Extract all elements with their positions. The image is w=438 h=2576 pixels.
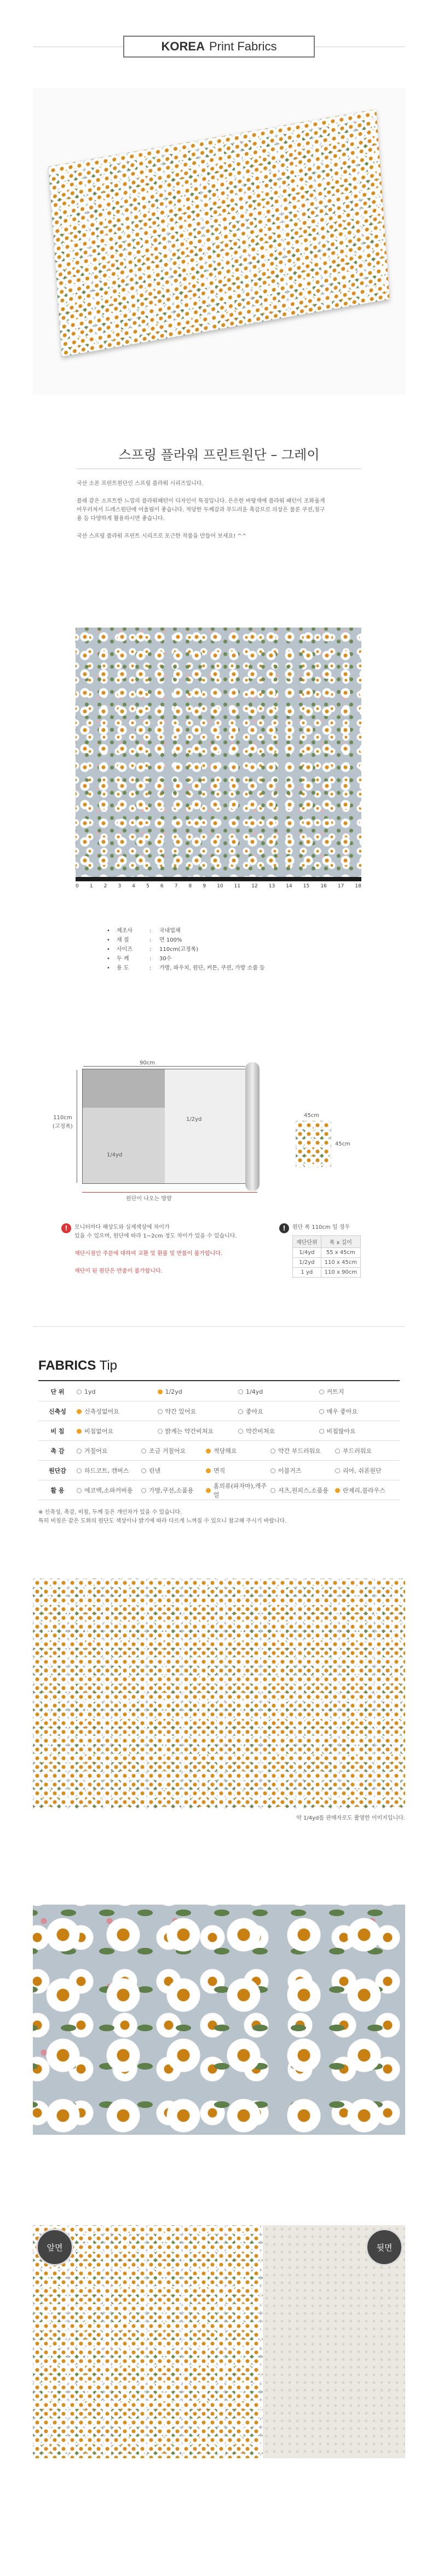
swatch-image: [76, 628, 361, 877]
spec-separator: :: [149, 947, 152, 953]
notice-line: 있을 수 있으며, 원단에 따라 1~2cm 정도 차이가 있을 수 있습니다.: [74, 1233, 237, 1239]
tip-row: [38, 1461, 400, 1480]
radio-empty-icon: [335, 1468, 340, 1473]
cut-table-wrap: [292, 1235, 361, 1278]
tip-option-label: 에코백,소파커버용: [84, 1487, 133, 1494]
radio-empty-icon: [270, 1468, 275, 1473]
radio-empty-icon: [319, 1409, 324, 1414]
footnote-line: 특히 비침은 같은 도화의 원단도 색상이나 밝기에 따라 다르게 느껴질 수 있으니 참고해 주시기 바랍니다.: [38, 1518, 287, 1524]
spec-list: [107, 926, 265, 973]
cut-header: 폭 x 길이: [321, 1236, 360, 1248]
tip-option: [319, 1407, 400, 1416]
spec-value: 110cm(고정폭): [159, 947, 199, 953]
tip-option: [319, 1387, 400, 1396]
radio-selected-icon: [206, 1449, 211, 1454]
radio-empty-icon: [77, 1449, 82, 1454]
cut-table: [292, 1235, 361, 1278]
radio-selected-icon: [335, 1488, 340, 1493]
radio-empty-icon: [141, 1488, 146, 1493]
spec-key: 제조사: [117, 928, 132, 934]
tip-option-label: 하드코트, 캔버스: [84, 1467, 129, 1474]
tip-option-label: 커트지: [326, 1388, 344, 1395]
tip-option-label: 조금 거칠어요: [149, 1447, 186, 1455]
tip-option: [77, 1407, 158, 1416]
spec-separator: :: [149, 937, 152, 943]
spec-separator: :: [149, 928, 152, 934]
tip-option-label: 1yd: [84, 1388, 96, 1395]
radio-empty-icon: [238, 1389, 243, 1394]
spec-value: 국내업체: [159, 928, 181, 934]
bullet-icon: •: [107, 965, 110, 971]
thumb-height-label: 45cm: [335, 1141, 350, 1147]
tip-option: [270, 1486, 335, 1495]
spec-row: [107, 945, 265, 954]
spec-separator: :: [149, 956, 152, 962]
tip-option: [77, 1388, 158, 1395]
tip-option: [141, 1466, 206, 1475]
tip-option: [206, 1446, 270, 1455]
width-arrow: [83, 1066, 245, 1067]
tips-footnote: [38, 1508, 400, 1526]
tip-option-label: 밝계는 약간비쳐요: [165, 1428, 214, 1435]
tip-row: [38, 1441, 400, 1461]
radio-selected-icon: [206, 1468, 211, 1473]
tip-option: [335, 1466, 400, 1475]
spec-separator: :: [149, 965, 152, 971]
radio-empty-icon: [158, 1409, 163, 1414]
tip-label: 촉 감: [50, 1447, 65, 1455]
tip-option: [158, 1407, 239, 1416]
ruler-number: 1: [89, 884, 93, 889]
notice-line: 모니터마다 해상도와 실제색상에 차이가: [74, 1224, 170, 1230]
notice-left: [74, 1223, 239, 1276]
tip-label: 비 침: [50, 1428, 65, 1435]
desc-line: 어우러져서 드레스원단에 어울림이 좋습니다. 적당한 두께감과 부드러운 촉감으로 의상은 물론 쿠션,침구: [77, 507, 325, 513]
ruler-number: 11: [234, 884, 241, 889]
tip-option: [335, 1486, 400, 1495]
tip-row: [38, 1402, 400, 1421]
tip-option: [77, 1446, 141, 1455]
fabric-photo-full: [33, 1578, 405, 1809]
tip-option: [77, 1466, 141, 1475]
radio-empty-icon: [319, 1429, 324, 1434]
spec-value: 면 100%: [159, 937, 182, 943]
swatch-thumbnail: [296, 1121, 331, 1167]
tip-option-label: 좋아요: [246, 1408, 263, 1415]
radio-selected-icon: [77, 1429, 82, 1434]
tip-option-label: 적당해요: [214, 1447, 237, 1455]
section-divider: [33, 1326, 405, 1327]
spec-key: 용 도: [117, 965, 129, 971]
ruler-number: 5: [146, 884, 149, 889]
notice-line: [74, 1258, 239, 1267]
brand-header: [123, 36, 315, 58]
ruler-numbers: [76, 884, 361, 889]
tip-option-label: 약간 있어요: [165, 1408, 197, 1415]
tip-option-label: 신축성없어요: [84, 1408, 119, 1415]
tip-option: [270, 1446, 335, 1455]
radio-selected-icon: [206, 1488, 211, 1493]
bullet-icon: •: [107, 956, 110, 962]
tip-label: 활 용: [50, 1487, 65, 1494]
radio-selected-icon: [158, 1389, 163, 1394]
tip-option-label: 란제리,블라우스: [343, 1487, 385, 1494]
tip-option: [206, 1481, 270, 1499]
ruler-number: 9: [203, 884, 206, 889]
tip-label: 원단감: [49, 1467, 66, 1474]
ruler-number: 15: [303, 884, 310, 889]
spec-row: [107, 954, 265, 964]
height-sub: (고정폭): [53, 1124, 73, 1130]
tip-option: [206, 1466, 270, 1475]
cut-cell: 1 yd: [293, 1268, 321, 1278]
ruler-number: 6: [160, 884, 164, 889]
ruler-number: 7: [174, 884, 178, 889]
desc-line: 용 등 다양하게 활용하시면 좋습니다.: [77, 516, 165, 522]
hero-fabric-image: [49, 109, 390, 356]
fabric-roll: [245, 1062, 260, 1191]
radio-empty-icon: [141, 1468, 146, 1473]
back-badge: 뒷면: [366, 2229, 403, 2266]
ruler-number: 14: [286, 884, 292, 889]
radio-empty-icon: [77, 1488, 82, 1493]
tip-option-label: 셔츠,원피스,소품용: [278, 1487, 329, 1494]
tip-option-label: 거칠어요: [84, 1447, 108, 1455]
fabric-photo-closeup: [33, 1905, 405, 2135]
radio-empty-icon: [238, 1429, 243, 1434]
ruler-number: 8: [188, 884, 192, 889]
cut-cell: 55 x 45cm: [321, 1248, 360, 1258]
radio-empty-icon: [141, 1449, 146, 1454]
brand-label: Print Fabrics: [209, 39, 277, 53]
tip-option-label: 약간비쳐요: [246, 1428, 275, 1435]
desc-line: [77, 488, 361, 497]
spec-row: [107, 936, 265, 945]
tip-option-label: 약간 부드러워요: [278, 1447, 321, 1455]
spec-value: 30수: [159, 956, 172, 962]
radio-empty-icon: [77, 1389, 82, 1394]
tip-row: [38, 1382, 400, 1401]
desc-line: 국산 스프링 플라워 프린트 시리즈로 포근한 작품을 만들어 보세요! ^^: [77, 533, 247, 539]
ruler-number: 0: [76, 884, 79, 889]
desc-line: 국산 소폰 프린트원단인 스프링 플라워 시리즈입니다.: [77, 481, 204, 487]
thumb-width-label: 45cm: [304, 1113, 319, 1119]
ruler-number: 12: [251, 884, 258, 889]
tip-row: [38, 1422, 400, 1441]
diagram-quarter-yard: [83, 1069, 165, 1108]
ruler-number: 16: [320, 884, 327, 889]
tip-option: [319, 1427, 400, 1435]
cut-cell: 1/2yd: [293, 1258, 321, 1268]
ruler-number: 10: [217, 884, 223, 889]
tip-option: [238, 1427, 319, 1435]
info-icon: !: [279, 1223, 289, 1233]
diagram-height-label: [53, 1114, 73, 1131]
tip-option-label: 가방,쿠션,소품용: [149, 1487, 194, 1494]
cut-table-title: 원단 폭 110cm 일 경우: [292, 1224, 350, 1230]
tip-option-label: 비침많아요: [326, 1428, 356, 1435]
tip-label: 신축성: [49, 1408, 66, 1415]
bullet-icon: •: [107, 947, 110, 953]
tip-option-label: 매우 좋아요: [326, 1408, 358, 1415]
spec-row: [107, 926, 265, 936]
direction-label: 원단이 나오는 방향: [126, 1196, 172, 1202]
warning-icon: !: [61, 1223, 71, 1233]
bullet-icon: •: [107, 928, 110, 934]
tips-title: [38, 1358, 117, 1374]
hero-photo-area: [33, 88, 405, 395]
tip-option-label: 리아, 쉬폰원단: [343, 1467, 382, 1474]
tip-option: [238, 1407, 319, 1416]
radio-selected-icon: [77, 1409, 82, 1414]
tip-option-label: 1/4yd: [246, 1388, 263, 1395]
tip-option: [77, 1486, 141, 1495]
ruler-bar: [76, 877, 361, 881]
tip-option-label: 린넨: [149, 1467, 161, 1474]
footnote-line: ※ 신축성, 촉감, 비침, 두께 등은 개인차가 있을 수 있습니다.: [38, 1509, 182, 1515]
desc-line: 플래 같은 소프트한 느낌의 플라워패턴이 디자인이 특징입니다. 은은한 바탕색에 플라워 패턴이 조화롭게: [77, 498, 325, 504]
ruler-number: 17: [337, 884, 344, 889]
height-value: 110cm: [53, 1115, 72, 1121]
tip-option: [141, 1446, 206, 1455]
piece1-label: 1/4yd: [107, 1152, 123, 1158]
radio-empty-icon: [77, 1468, 82, 1473]
cut-cell: 110 x 45cm: [321, 1258, 360, 1268]
radio-empty-icon: [319, 1389, 324, 1394]
ruler-number: 3: [118, 884, 122, 889]
tips-title-rest: Tip: [99, 1358, 118, 1373]
ruler-number: 18: [355, 884, 361, 889]
cut-header: 재단단위: [293, 1236, 321, 1248]
tip-label: 단 위: [50, 1388, 65, 1395]
direction-arrow: [82, 1192, 257, 1193]
tips-title-bold: FABRICS: [38, 1358, 96, 1373]
diagram-width-label: 90cm: [140, 1060, 155, 1066]
product-title: 스프링 플라워 프린트원단 – 그레이: [118, 447, 320, 463]
tip-option-label: 이블거즈: [278, 1467, 302, 1474]
ruler-number: 2: [103, 884, 107, 889]
tip-option: [238, 1388, 319, 1395]
ruler-number: 4: [132, 884, 135, 889]
spec-key: 재 질: [117, 937, 129, 943]
brand-name: KOREA: [161, 39, 205, 53]
piece2-label: 1/2yd: [186, 1116, 202, 1122]
tips-rule: [38, 1380, 400, 1381]
tip-option-label: 면직: [214, 1467, 226, 1474]
notice-line: [74, 1241, 239, 1250]
notice-line-red: 재단시점인 주문에 대하여 교환 및 환불 및 반품이 불가합니다.: [74, 1251, 223, 1257]
spec-value: 가방, 파우치, 원단, 커튼, 쿠션, 가방 소품 등: [159, 965, 265, 971]
radio-empty-icon: [270, 1449, 275, 1454]
spec-key: 사이즈: [117, 947, 132, 953]
tip-option-label: 비침없어요: [84, 1428, 114, 1435]
spec-row: [107, 964, 265, 973]
tip-row: [38, 1481, 400, 1500]
cut-cell: 1/4yd: [293, 1248, 321, 1258]
tip-option: [158, 1427, 239, 1435]
radio-empty-icon: [270, 1488, 275, 1493]
ruler-number: 13: [268, 884, 275, 889]
spec-key: 두 께: [117, 956, 129, 962]
tip-option: [158, 1388, 239, 1395]
tip-option: [335, 1446, 400, 1455]
tip-option: [141, 1486, 206, 1495]
radio-empty-icon: [158, 1429, 163, 1434]
desc-line: [77, 523, 361, 532]
tip-option-label: 1/2yd: [165, 1388, 182, 1395]
bullet-icon: •: [107, 937, 110, 943]
tip-option: [270, 1466, 335, 1475]
front-badge: 앞면: [36, 2229, 73, 2266]
tip-option-label: 홈의류(파자마),캐주얼: [213, 1483, 267, 1498]
radio-empty-icon: [238, 1409, 243, 1414]
product-description: [77, 480, 361, 541]
tip-option: [77, 1427, 158, 1435]
cut-cell: 110 x 90cm: [321, 1268, 360, 1278]
notice-line-red: 재단이 된 원단은 반품이 불가합니다.: [74, 1268, 163, 1274]
tip-option-label: 부드러워요: [343, 1447, 372, 1455]
radio-empty-icon: [335, 1449, 340, 1454]
photo-caption: 약 1/4yd를 판매자로도 촬영한 이미지입니다.: [296, 1815, 405, 1821]
